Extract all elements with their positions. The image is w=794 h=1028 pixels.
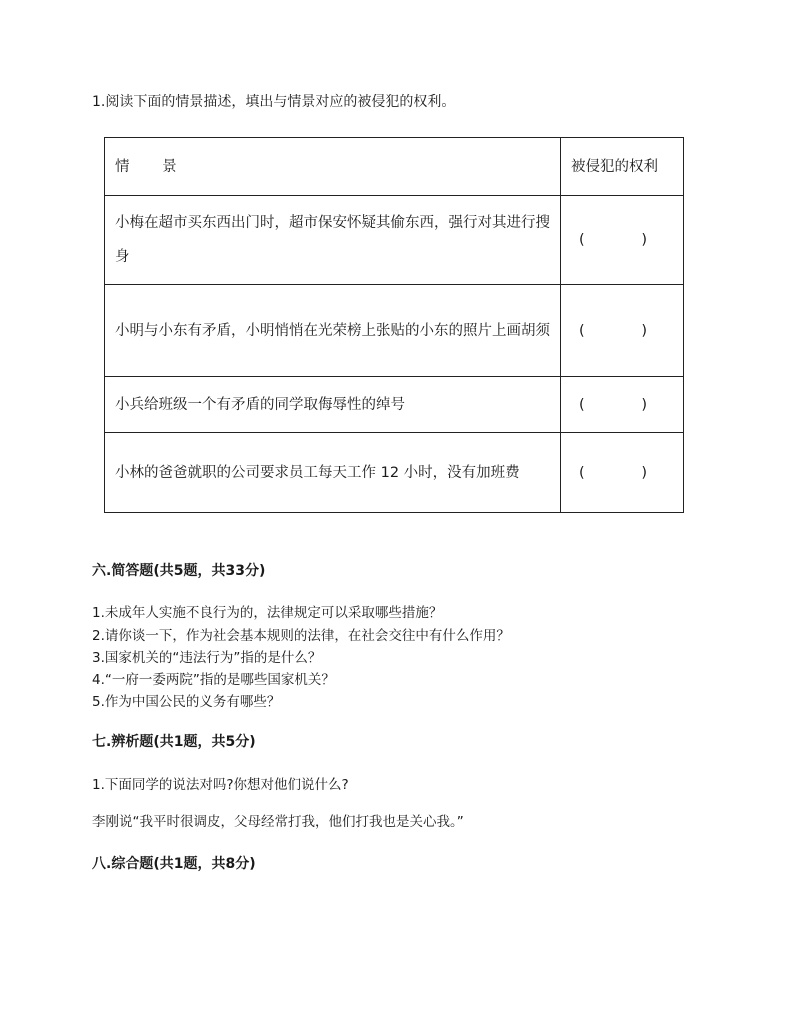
scene-cell: 小林的爸爸就职的公司要求员工每天工作 12 小时，没有加班费 (105, 433, 561, 513)
header-scene: 情 景 (105, 138, 561, 196)
scene-cell: 小兵给班级一个有矛盾的同学取侮辱性的绰号 (105, 377, 561, 433)
table-row (105, 285, 684, 377)
short-answer-question: 5.作为中国公民的义务有哪些？ (92, 694, 281, 710)
short-answer-question: 1.未成年人实施不良行为的，法律规定可以采取哪些措施？ (92, 605, 443, 621)
scene-cell: 小明与小东有矛盾，小明悄悄在光荣榜上张贴的小东的照片上画胡须 (105, 285, 561, 377)
table-row (105, 377, 684, 433)
discrimination-quote: 李刚说“我平时很调皮，父母经常打我，他们打我也是关心我。” (92, 814, 464, 830)
section-six-title: 六.简答题(共5题，共33分) (92, 563, 266, 579)
header-right: 被侵犯的权利 (561, 138, 684, 196)
discrimination-question: 1.下面同学的说法对吗?你想对他们说什么? (92, 777, 349, 793)
section-seven-title: 七.辨析题(共1题，共5分) (92, 734, 256, 750)
short-answer-question: 2.请你谈一下，作为社会基本规则的法律，在社会交往中有什么作用？ (92, 628, 510, 644)
answer-blank[interactable]: ( ) (561, 377, 684, 433)
scene-cell: 小梅在超市买东西出门时，超市保安怀疑其偷东西，强行对其进行搜身 (105, 196, 561, 285)
answer-blank[interactable]: ( ) (561, 285, 684, 377)
rights-table (104, 137, 684, 513)
answer-blank[interactable]: ( ) (561, 196, 684, 285)
table-row (105, 196, 684, 285)
short-answer-question: 3.国家机关的“违法行为”指的是什么？ (92, 650, 322, 666)
table-header-row (105, 138, 684, 196)
table-row (105, 433, 684, 513)
answer-blank[interactable]: ( ) (561, 433, 684, 513)
intro-question: 1.阅读下面的情景描述，填出与情景对应的被侵犯的权利。 (92, 94, 456, 110)
short-answer-question: 4.“一府一委两院”指的是哪些国家机关？ (92, 672, 335, 688)
section-eight-title: 八.综合题(共1题，共8分) (92, 856, 256, 872)
